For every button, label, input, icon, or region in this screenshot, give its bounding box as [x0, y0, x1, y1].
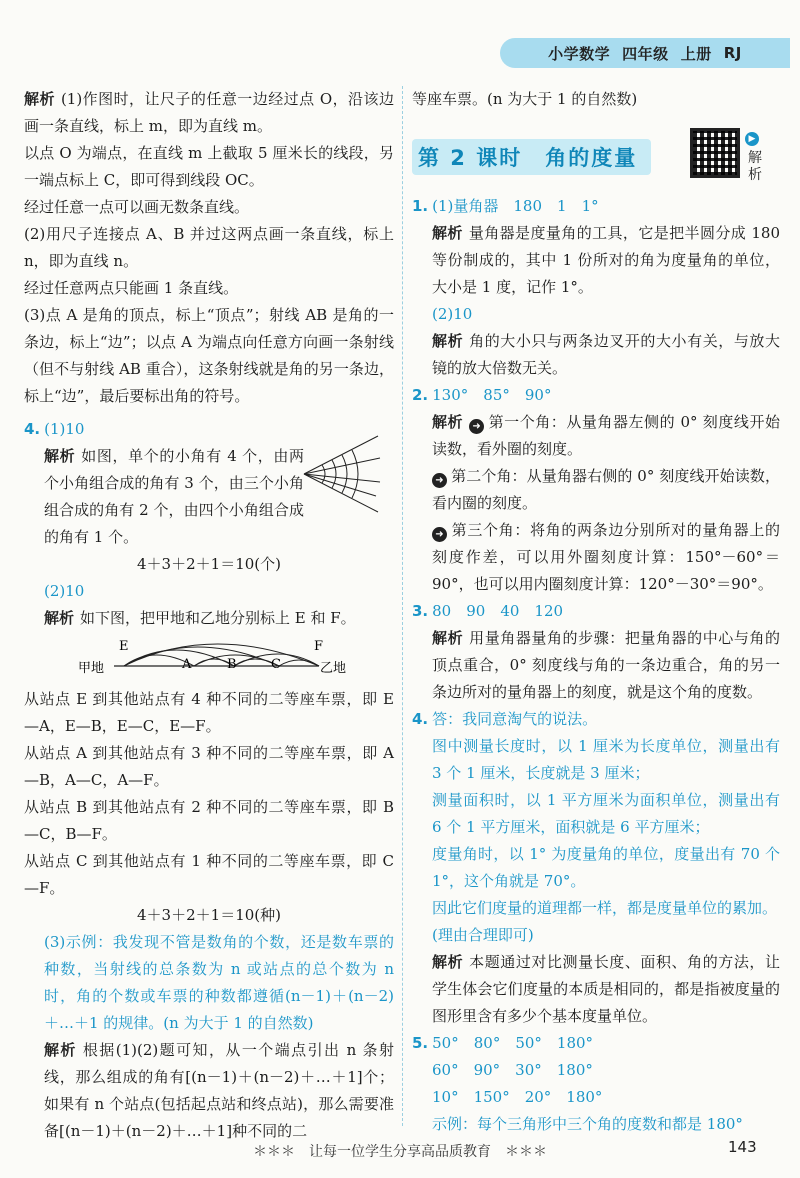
right-continuation: 等座车票。(n 为大于 1 的自然数): [412, 90, 638, 108]
q1-answer-2: (2)10: [432, 305, 473, 323]
q2-answer: 2. 130° 85° 90°: [412, 386, 552, 404]
header-subject: 小学数学: [548, 44, 611, 63]
q4-para-e: 从站点 E 到其他站点有 4 种不同的二等座车票，即 E—A，E—B，E—C，E—F。: [24, 690, 394, 735]
q4-para-c: 从站点 C 到其他站点有 1 种不同的二等座车票，即 C—F。: [24, 852, 394, 897]
left-p3: 经过任意一点可以画无数条直线。: [24, 198, 250, 216]
right-column: [412, 86, 780, 1138]
q1-explain-1: 解析 量角器是度量角的工具，它是把半圆分成 180 等份制成的，其中 1 份所对的角为度量角的单位，大小是 1 度，记作 1°。: [432, 224, 780, 296]
header-volume: 上册: [680, 44, 712, 63]
q4-answer-1: 4. (1)10: [24, 420, 85, 438]
q1-answer-1: 1. (1)量角器 180 1 1°: [412, 197, 599, 215]
qr-label: 解析: [748, 150, 762, 183]
q2-step-2: ➜ 第二个角：从量角器右侧的 0° 刻度线开始读数，看内圈的刻度。: [432, 467, 780, 512]
q5-row-3: 10° 150° 20° 180°: [432, 1088, 603, 1106]
left-p4: (2)用尺子连接点 A、B 并过这两点画一条直线，标上 n，即为直线 n。: [24, 225, 394, 270]
q2-step-1: 解析 ➜ 第一个角：从量角器左侧的 0° 刻度线开始读数，看外圈的刻度。: [432, 413, 780, 458]
footer-slogan: ＊＊＊ 让每一位学生分享高品质教育 ＊＊＊: [253, 1144, 547, 1160]
q1-explain-2: 解析 角的大小只与两条边叉开的大小有关，与放大镜的放大倍数无关。: [432, 332, 780, 377]
label-e: E: [119, 639, 129, 654]
q5-example: 示例：每个三角形中三个角的度数和都是 180°: [432, 1115, 743, 1133]
q4-explain-2: 解析 如下图，把甲地和乙地分别标上 E 和 F。: [44, 609, 356, 627]
left-p1: 解析 (1)作图时，让尺子的任意一边经过点 O，沿该边画一条直线，标上 m，即为直线 m。: [24, 90, 394, 135]
q4-area: 测量面积时，以 1 平方厘米为面积单位，测量出有 6 个 1 平方厘米，面积就是 6 平方厘米；: [432, 791, 780, 836]
left-p2: 以点 O 为端点，在直线 m 上截取 5 厘米长的线段，另一端点标上 C，即可得到线段 OC。: [24, 144, 394, 189]
lesson-title: 第 2 课时 角的度量: [412, 139, 651, 175]
angle-fan-diagram: [298, 432, 382, 516]
q4-answer-2: (2)10: [44, 582, 85, 600]
column-divider: [402, 86, 404, 1126]
q4-note: (理由合理即可): [432, 926, 534, 944]
header-grade: 四年级: [622, 44, 669, 63]
header-edition: RJ: [723, 44, 742, 62]
q4-angle: 度量角时，以 1° 为度量角的单位，度量出有 70 个 1°，这个角就是 70°。: [432, 845, 780, 890]
q2-step-3: ➜ 第三个角：将角的两条边分别所对的量角器上的刻度作差，可以用外圈刻度计算：150°－60°＝90°，也可以用内圈刻度计算：120°－30°＝90°。: [432, 521, 780, 593]
q3-explain: 解析 用量角器量角的步骤：把量角器的中心与角的顶点重合，0° 刻度线与角的一条边重合，角的另一条边所对的量角器上的刻度，就是这个角的度数。: [432, 629, 780, 701]
book-header-tag: [500, 38, 790, 68]
q4-conclusion: 因此它们度量的道理都一样，都是度量单位的累加。: [432, 899, 778, 917]
q4-para-a: 从站点 A 到其他站点有 3 种不同的二等座车票，即 A—B，A—C，A—F。: [24, 744, 394, 789]
q4-explain: 解析 本题通过对比测量长度、面积、角的方法，让学生体会它们度量的本质是相同的，都是指被度量的图形里含有多少个基本度量单位。: [432, 953, 780, 1025]
play-icon[interactable]: ▶: [745, 132, 759, 146]
q4-answer: 4. 答：我同意淘气的说法。: [412, 710, 598, 728]
stations-diagram: [64, 636, 364, 680]
label-f: F: [314, 639, 324, 654]
left-p5: 经过任意两点只能画 1 条直线。: [24, 279, 239, 297]
arrow-icon: ➜: [432, 527, 447, 542]
label-end: 乙地: [320, 661, 347, 676]
q4-answer-3: (3)示例：我发现不管是数角的个数，还是数车票的种数，当射线的总条数为 n 或站点的总个数为 n 时，角的个数或车票的种数都遵循(n－1)＋(n－2)＋…＋1 的规律。(n 为大于 1 的自然数): [44, 933, 394, 1032]
q3-answer: 3. 80 90 40 120: [412, 602, 564, 620]
left-p6: (3)点 A 是角的顶点，标上“顶点”；射线 AB 是角的一条边，标上“边”；以点 A 为端点向任意方向画一条射线（但不与射线 AB 重合），这条射线就是角的另一条边，标上“边”，最后要标出角的符号。: [24, 306, 394, 405]
q4-explain-1: 解析 如图，单个的小角有 4 个，由两个小角组合成的角有 3 个，由三个小角组合成的角有 2 个，由四个小角组合成的角有 1 个。: [44, 447, 304, 546]
q4-para-b: 从站点 B 到其他站点有 2 种不同的二等座车票，即 B—C，B—F。: [24, 798, 394, 843]
q5-row-1: 5. 50° 80° 50° 180°: [412, 1034, 594, 1052]
label-b: B: [227, 657, 237, 672]
label-c: C: [271, 657, 281, 672]
q4-equation-1: 4＋3＋2＋1＝10(个): [137, 555, 281, 573]
left-column: [24, 86, 394, 1145]
page-number: 143: [728, 1138, 757, 1156]
q4-equation-2: 4＋3＋2＋1＝10(种): [137, 906, 281, 924]
question-number: 4.: [24, 420, 41, 438]
q5-row-2: 60° 90° 30° 180°: [432, 1061, 593, 1079]
arrow-icon: ➜: [432, 473, 447, 488]
arrow-icon: ➜: [469, 419, 484, 434]
qr-code-icon[interactable]: [690, 128, 740, 178]
q4-explain-3: 解析 根据(1)(2)题可知，从一个端点引出 n 条射线，那么组成的角有[(n－1)＋(n－2)＋…＋1]个；如果有 n 个站点(包括起点站和终点站)，那么需要准备[(n－1)＋(n－2)＋…＋1]种不同的二: [44, 1041, 394, 1140]
jiexi-label: 解析: [24, 90, 55, 108]
label-a: A: [182, 657, 192, 672]
q4-length: 图中测量长度时，以 1 厘米为长度单位，测量出有 3 个 1 厘米，长度就是 3 厘米；: [432, 737, 780, 782]
label-start: 甲地: [78, 661, 105, 676]
